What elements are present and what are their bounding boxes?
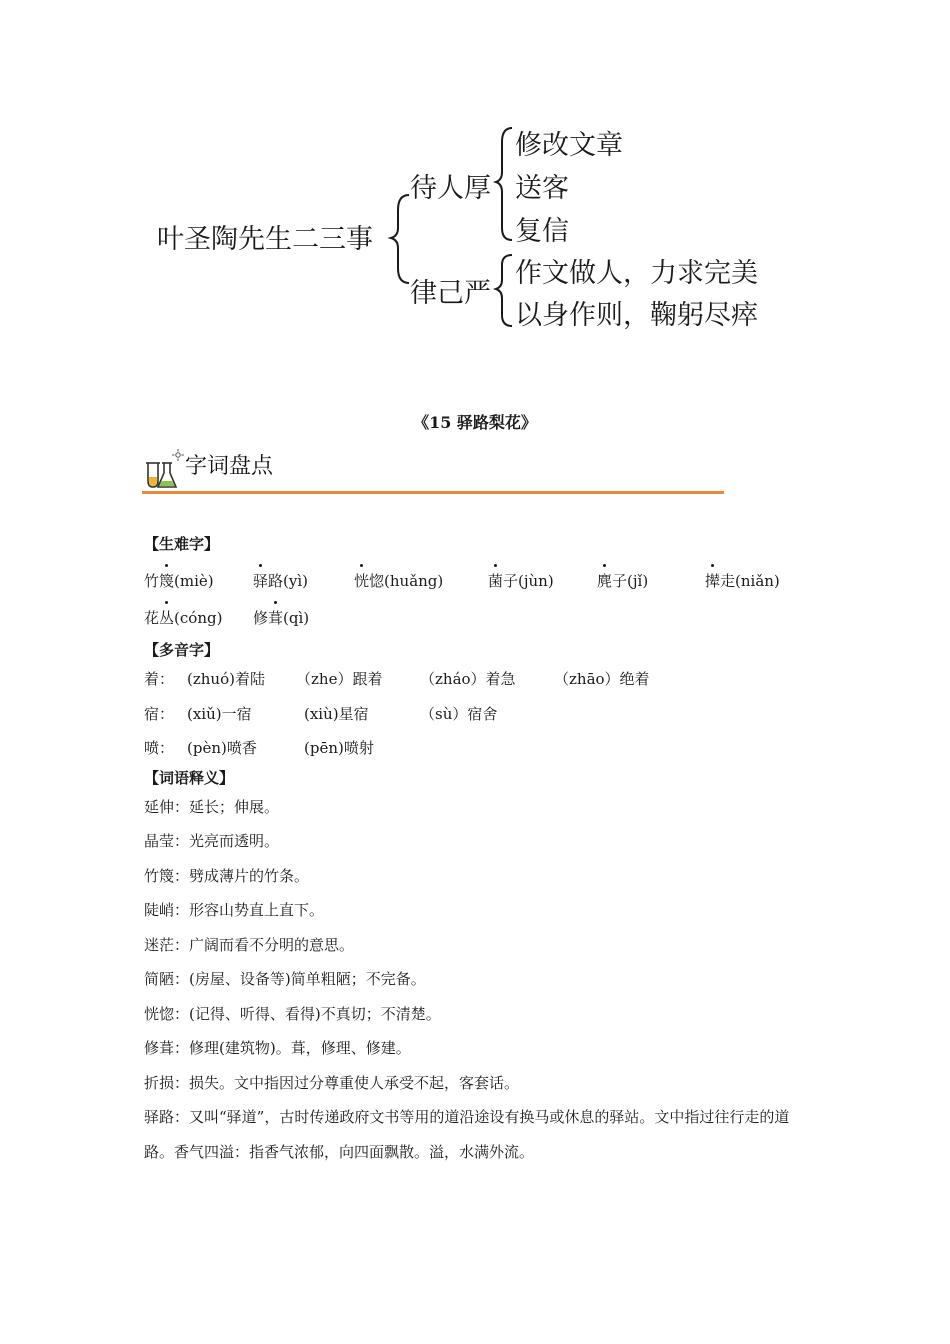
definitions-heading: 【词语释义】 bbox=[144, 768, 235, 787]
vocab-item: 菌子(jùn) bbox=[488, 572, 554, 590]
vocab-item: 恍惚(huǎng) bbox=[354, 572, 444, 590]
polyphone-item: (pèn)喷香 bbox=[187, 739, 257, 757]
definition-item: 修葺：修理(建筑物)。葺，修理、修建。 bbox=[144, 1039, 411, 1057]
leaf-label: 送客 bbox=[515, 173, 569, 204]
leaf-label: 作文做人，力求完美 bbox=[515, 258, 758, 289]
mind-map-root: 叶圣陶先生二三事 bbox=[157, 224, 373, 255]
polyphone-item: （zhāo）绝着 bbox=[554, 670, 650, 688]
leaf-label: 复信 bbox=[515, 216, 569, 247]
vocab-item: 撵走(niǎn) bbox=[705, 572, 780, 590]
polyphone-row bbox=[144, 737, 824, 772]
polyphone-item: （zhe）跟着 bbox=[296, 670, 383, 688]
section-header bbox=[142, 447, 724, 495]
definition-item: 陡峭：形容山势直上直下。 bbox=[144, 901, 325, 919]
polyphone-item: （sù）宿舍 bbox=[420, 704, 498, 723]
difficult-chars-row bbox=[144, 599, 824, 636]
leaf-label: 修改文章 bbox=[515, 130, 623, 161]
root-brace bbox=[391, 195, 409, 283]
vocab-item: 竹篾(miè) bbox=[144, 572, 214, 590]
difficult-chars-row bbox=[144, 562, 824, 599]
definition-item: 折损：损失。文中指因过分尊重使人承受不起，客套话。 bbox=[144, 1073, 520, 1092]
leaf-label: 以身作则，鞠躬尽瘁 bbox=[515, 300, 758, 331]
section-rule bbox=[142, 491, 724, 494]
polyphone-char: 宿： bbox=[144, 704, 175, 723]
polyphones-heading: 【多音字】 bbox=[144, 641, 220, 659]
lab-flask-icon bbox=[142, 447, 184, 491]
polyphone-row bbox=[144, 703, 824, 738]
polyphone-item: (pēn)喷射 bbox=[304, 739, 374, 757]
vocab-content bbox=[144, 532, 824, 1169]
branch1-brace bbox=[496, 128, 512, 240]
definition-item: 恍惚：(记得、听得、看得)不真切；不清楚。 bbox=[144, 1004, 441, 1023]
polyphone-item: (xiù)星宿 bbox=[304, 704, 369, 723]
definition-item: 驿路：又叫“驿道”，古时传递政府文书等用的道沿途设有换马或休息的驿站。文中指过往行走的道路。香气四溢：指香气浓郁，向四面飘散。溢，水满外流。 bbox=[144, 1108, 790, 1161]
definition-item: 简陋：(房屋、设备等)简单粗陋；不完备。 bbox=[144, 970, 426, 988]
branch-label: 待人厚 bbox=[410, 173, 491, 204]
difficult-chars-heading: 【生难字】 bbox=[144, 535, 220, 553]
polyphone-item: （zháo）着急 bbox=[420, 670, 516, 688]
branch-label: 律己严 bbox=[410, 278, 491, 309]
vocab-item: 花丛(cóng) bbox=[144, 609, 223, 627]
polyphone-row bbox=[144, 668, 824, 703]
definition-item: 延伸：延长；伸展。 bbox=[144, 797, 280, 816]
vocab-item: 修葺(qì) bbox=[253, 609, 310, 627]
mind-map bbox=[0, 0, 950, 360]
vocab-item: 驿路(yì) bbox=[253, 572, 308, 590]
definition-item: 竹篾：劈成薄片的竹条。 bbox=[144, 866, 310, 885]
polyphone-item: (zhuó)着陆 bbox=[187, 670, 265, 688]
polyphone-char: 着： bbox=[144, 670, 175, 688]
vocab-item: 麂子(jǐ) bbox=[597, 572, 649, 590]
section-label: 字词盘点 bbox=[185, 454, 274, 479]
lesson-title: 《15 驿路梨花》 bbox=[413, 413, 537, 432]
definition-item: 迷茫：广阔而看不分明的意思。 bbox=[144, 935, 355, 954]
definition-item: 晶莹：光亮而透明。 bbox=[144, 832, 280, 850]
polyphone-char: 喷： bbox=[144, 739, 175, 757]
branch2-brace bbox=[496, 255, 512, 326]
polyphone-item: (xiǔ)一宿 bbox=[187, 704, 252, 723]
